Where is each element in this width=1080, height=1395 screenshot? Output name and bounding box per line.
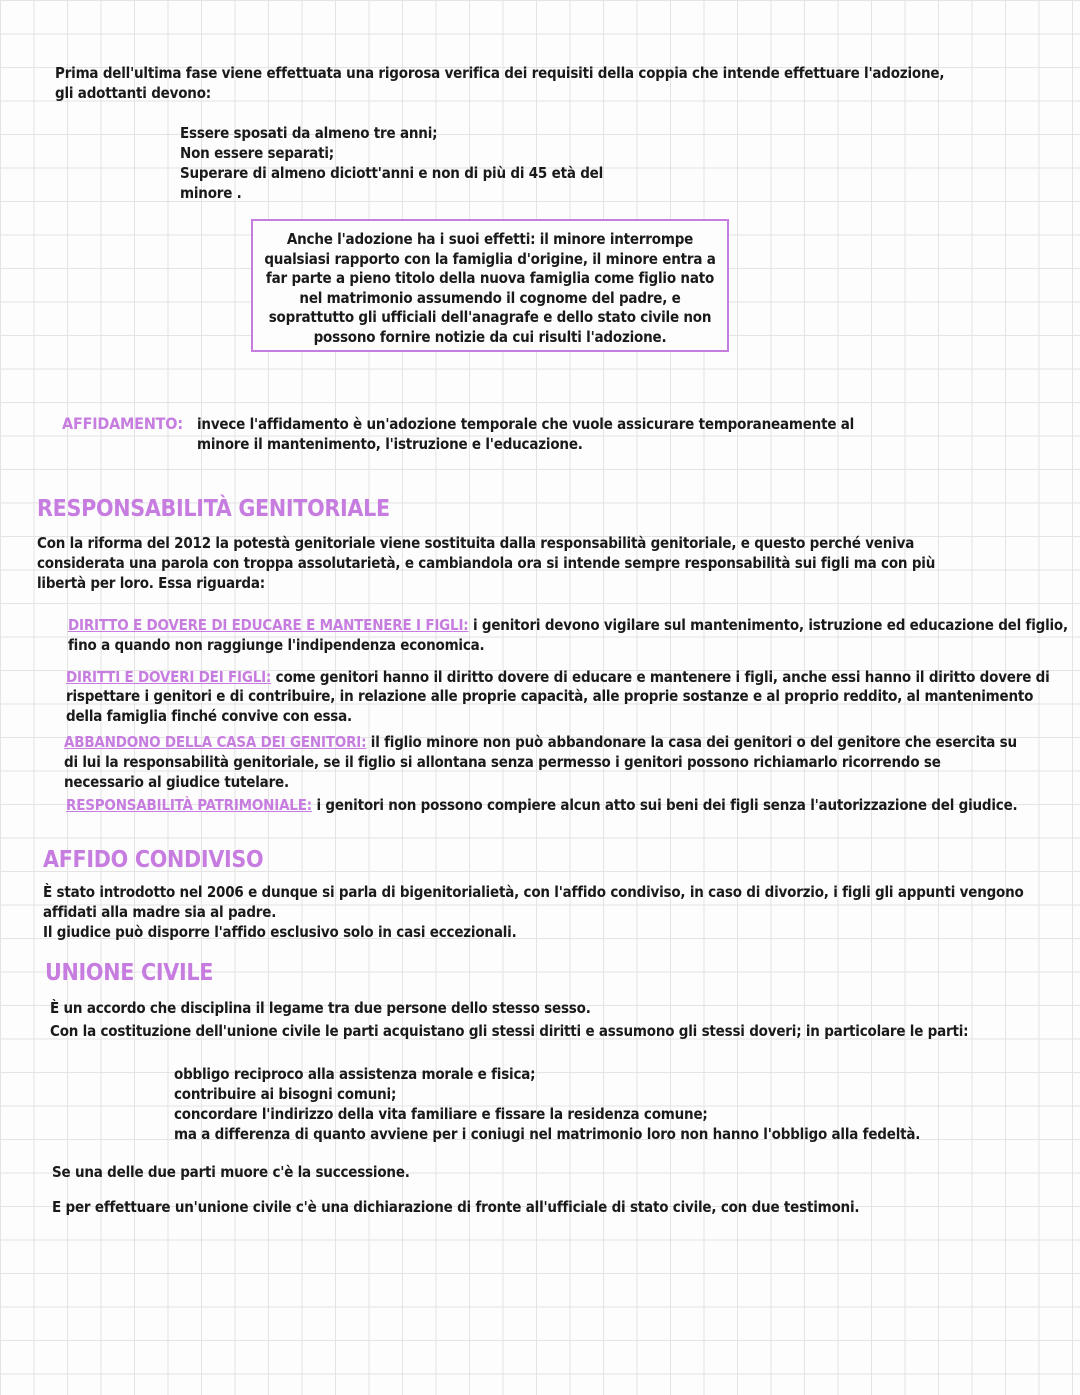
box-line: far parte a pieno titolo della nuova famiglia come figlio nato (265, 269, 715, 287)
item-label: RESPONSABILITÀ PATRIMONIALE: (66, 796, 312, 814)
affidamento-label: AFFIDAMENTO: (62, 414, 183, 433)
item-text-line: necessario al giudice tutelare. (64, 773, 289, 791)
unione-list-item: obbligo reciproco alla assistenza morale e fisica; (174, 1065, 536, 1083)
unione-intro-line: Con la costituzione dell'unione civile le parti acquistano gli stessi diritti e assumono gli stessi doveri; in particolare le parti: (50, 1022, 969, 1040)
intro-line-2: gli adottanti devono: (55, 84, 211, 102)
affidamento-line-1: invece l'affidamento è un'adozione temporale che vuole assicurare temporaneamente al (197, 415, 855, 433)
item-text-line: fino a quando non raggiunge l'indipendenza economica. (68, 636, 485, 654)
item-abbandono (64, 732, 1017, 752)
unione-heading: UNIONE CIVILE (45, 960, 214, 986)
affido-line: affidati alla madre sia al padre. (43, 903, 277, 921)
item-text-line: della famiglia finché convive con essa. (66, 707, 352, 725)
responsabilita-intro-line: Con la riforma del 2012 la potestà genitoriale viene sostituita dalla responsabilità genitoriale, e questo perché veniva (37, 534, 915, 552)
requirement-item: Essere sposati da almeno tre anni; (180, 124, 438, 142)
item-text-line: rispettare i genitori e di contribuire, in relazione alle proprie capacità, alle proprie sostanze e al proprio reddito, al mantenimento (66, 687, 1034, 705)
affido-heading: AFFIDO CONDIVISO (43, 847, 264, 873)
item-text: i genitori non possono compiere alcun atto sui beni dei figli senza l'autorizzazione del giudice. (316, 796, 1018, 814)
responsabilita-heading: RESPONSABILITÀ GENITORIALE (37, 496, 390, 522)
affido-line: Il giudice può disporre l'affido esclusivo solo in casi eccezionali. (43, 923, 517, 941)
responsabilita-intro-line: libertà per loro. Essa riguarda: (37, 574, 265, 592)
box-line: qualsiasi rapporto con la famiglia d'origine, il minore entra a (264, 249, 716, 268)
box-line: possono fornire notizie da cui risulti l'adozione. (313, 327, 667, 346)
item-label: DIRITTI E DOVERI DEI FIGLI: (66, 668, 272, 686)
box-line: soprattutto gli ufficiali dell'anagrafe e dello stato civile non (268, 308, 712, 326)
item-text: come genitori hanno il diritto dovere di educare e mantenere i figli, anche essi hanno il diritto dovere di (275, 668, 1050, 686)
unione-intro-line: È un accordo che disciplina il legame tra due persone dello stesso sesso. (50, 999, 591, 1017)
unione-list-item: concordare l'indirizzo della vita familiare e fissare la residenza comune; (174, 1105, 708, 1123)
item-label: ABBANDONO DELLA CASA DEI GENITORI: (64, 733, 367, 751)
item-text: i genitori devono vigilare sul mantenimento, istruzione ed educazione del figlio, (472, 616, 1068, 634)
item-text-line: di lui la responsabilità genitoriale, se il figlio si allontana senza permesso i genitori possono richiamarlo ricorrendo se (64, 753, 941, 771)
item-label: DIRITTO E DOVERE DI EDUCARE E MANTENERE I FIGLI: (68, 616, 469, 634)
adoption-effects-box (251, 219, 729, 352)
intro-line-1: Prima dell'ultima fase viene effettuata una rigorosa verifica dei requisiti della coppia che intende effettuare l'adozione, (55, 64, 945, 82)
unione-procedure: E per effettuare un'unione civile c'è una dichiarazione di fronte all'ufficiale di stato civile, con due testimoni. (52, 1198, 860, 1216)
affidamento-line-2: minore il mantenimento, l'istruzione e l'educazione. (197, 435, 583, 453)
item-text: il figlio minore non può abbandonare la casa dei genitori o del genitore che esercita su (370, 733, 1017, 751)
requirement-item: minore . (180, 184, 242, 202)
item-diritto-dovere (68, 615, 1068, 635)
item-patrimoniale (66, 795, 1017, 815)
box-line: Anche l'adozione ha i suoi effetti: il minore interrompe (286, 230, 694, 248)
unione-succession: Se una delle due parti muore c'è la successione. (52, 1163, 410, 1181)
affido-line: È stato introdotto nel 2006 e dunque si parla di bigenitorialietà, con l'affido condiviso, in caso di divorzio, i figli gli appunti vengono (43, 883, 1024, 901)
requirement-item: Superare di almeno diciott'anni e non di più di 45 età del (180, 164, 604, 182)
unione-list-item: ma a differenza di quanto avviene per i coniugi nel matrimonio loro non hanno l'obbligo alla fedeltà. (174, 1125, 921, 1143)
unione-list-item: contribuire ai bisogni comuni; (174, 1085, 397, 1103)
responsabilita-intro-line: considerata una parola con troppa assolutarietà, e cambiandola ora si intende sempre responsabilità sui figli ma con più (37, 554, 936, 572)
requirement-item: Non essere separati; (180, 144, 334, 162)
box-line: nel matrimonio assumendo il cognome del padre, e (299, 288, 681, 307)
item-diritti-figli (66, 667, 1050, 687)
